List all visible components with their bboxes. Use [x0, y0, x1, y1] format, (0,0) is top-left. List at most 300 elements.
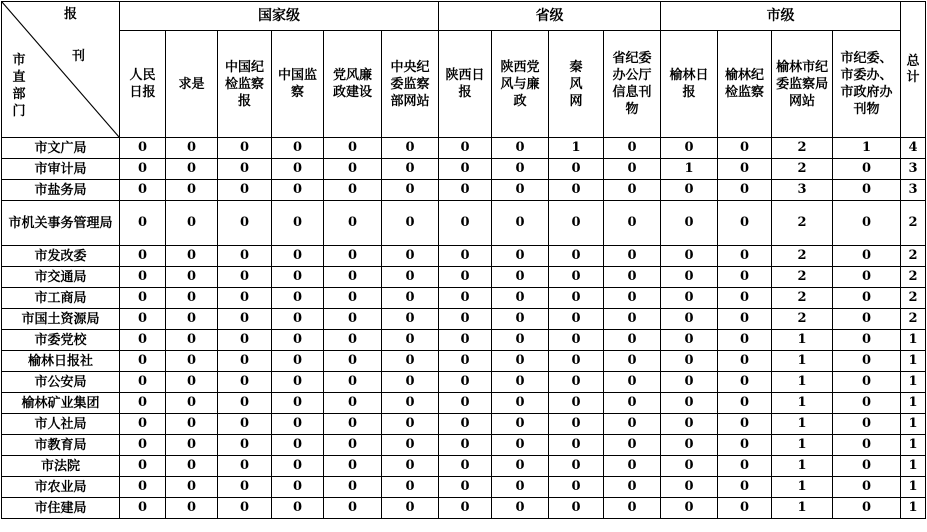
count-cell: 0: [439, 372, 492, 393]
department-name: 市住建局: [2, 498, 120, 519]
count-cell: 0: [492, 330, 549, 351]
count-cell: 1: [833, 138, 901, 159]
count-cell: 0: [661, 288, 718, 309]
count-cell: 0: [120, 267, 166, 288]
count-cell: 0: [324, 159, 382, 180]
count-cell: 0: [718, 288, 772, 309]
count-cell: 0: [439, 330, 492, 351]
total-cell: 2: [901, 288, 926, 309]
count-cell: 0: [439, 477, 492, 498]
count-cell: 0: [718, 330, 772, 351]
total-cell: 1: [901, 393, 926, 414]
statistics-table: [1, 1, 926, 519]
count-cell: 0: [604, 435, 661, 456]
count-cell: 0: [324, 477, 382, 498]
count-cell: 0: [218, 138, 272, 159]
count-cell: 0: [549, 309, 604, 330]
count-cell: 0: [604, 309, 661, 330]
count-cell: 0: [218, 201, 272, 246]
count-cell: 0: [218, 414, 272, 435]
count-cell: 0: [439, 351, 492, 372]
count-cell: 0: [604, 498, 661, 519]
count-cell: 0: [120, 498, 166, 519]
count-cell: 0: [549, 246, 604, 267]
column-header: 省纪委办公厅信息刊物: [604, 31, 661, 138]
count-cell: 1: [772, 414, 833, 435]
group-header-city: 市级: [661, 2, 901, 31]
table-row: [2, 159, 926, 180]
count-cell: 0: [549, 393, 604, 414]
count-cell: 0: [324, 201, 382, 246]
table-row: [2, 138, 926, 159]
table-row: [2, 456, 926, 477]
department-name: 市交通局: [2, 267, 120, 288]
count-cell: 0: [661, 498, 718, 519]
count-cell: 0: [120, 435, 166, 456]
total-cell: 2: [901, 267, 926, 288]
count-cell: 0: [166, 456, 218, 477]
count-cell: 0: [120, 393, 166, 414]
department-name: 市法院: [2, 456, 120, 477]
count-cell: 0: [492, 456, 549, 477]
count-cell: 0: [492, 414, 549, 435]
total-cell: 1: [901, 456, 926, 477]
count-cell: 0: [272, 498, 324, 519]
count-cell: 0: [218, 477, 272, 498]
department-name: 榆林矿业集团: [2, 393, 120, 414]
count-cell: 0: [833, 351, 901, 372]
count-cell: 3: [772, 180, 833, 201]
count-cell: 0: [718, 267, 772, 288]
count-cell: 0: [166, 246, 218, 267]
count-cell: 0: [604, 330, 661, 351]
department-name: 市发改委: [2, 246, 120, 267]
corner-label-kan: 刊: [72, 49, 86, 64]
count-cell: 0: [382, 414, 439, 435]
count-cell: 0: [492, 288, 549, 309]
count-cell: 0: [549, 267, 604, 288]
count-cell: 0: [604, 201, 661, 246]
count-cell: 0: [120, 351, 166, 372]
count-cell: 0: [661, 267, 718, 288]
count-cell: 0: [439, 498, 492, 519]
count-cell: 1: [772, 330, 833, 351]
count-cell: 0: [549, 456, 604, 477]
count-cell: 0: [324, 288, 382, 309]
table-row: [2, 267, 926, 288]
count-cell: 0: [492, 498, 549, 519]
count-cell: 0: [718, 246, 772, 267]
count-cell: 0: [549, 351, 604, 372]
count-cell: 0: [324, 138, 382, 159]
department-name: 市人社局: [2, 414, 120, 435]
count-cell: 0: [718, 351, 772, 372]
count-cell: 2: [772, 309, 833, 330]
count-cell: 0: [218, 435, 272, 456]
count-cell: 2: [772, 159, 833, 180]
count-cell: 0: [166, 267, 218, 288]
department-name: 市文广局: [2, 138, 120, 159]
column-header: 陕西党风与廉政: [492, 31, 549, 138]
count-cell: 0: [272, 267, 324, 288]
count-cell: 0: [661, 309, 718, 330]
count-cell: 0: [218, 372, 272, 393]
count-cell: 1: [661, 159, 718, 180]
count-cell: 0: [718, 180, 772, 201]
department-name: 榆林日报社: [2, 351, 120, 372]
count-cell: 0: [661, 456, 718, 477]
count-cell: 0: [272, 138, 324, 159]
table-row: [2, 330, 926, 351]
count-cell: 0: [492, 180, 549, 201]
total-cell: 2: [901, 246, 926, 267]
count-cell: 0: [272, 351, 324, 372]
total-header: 总计: [901, 2, 926, 138]
count-cell: 0: [439, 456, 492, 477]
table-row: [2, 477, 926, 498]
table-row: [2, 246, 926, 267]
count-cell: 0: [166, 330, 218, 351]
count-cell: 0: [549, 201, 604, 246]
count-cell: 0: [439, 288, 492, 309]
count-cell: 0: [492, 309, 549, 330]
count-cell: 0: [166, 477, 218, 498]
count-cell: 0: [604, 393, 661, 414]
count-cell: 1: [772, 393, 833, 414]
count-cell: 0: [549, 414, 604, 435]
column-header: 秦风网: [549, 31, 604, 138]
column-header: 求是: [166, 31, 218, 138]
department-name: 市委党校: [2, 330, 120, 351]
count-cell: 0: [166, 201, 218, 246]
department-name: 市教育局: [2, 435, 120, 456]
total-cell: 3: [901, 180, 926, 201]
count-cell: 0: [120, 201, 166, 246]
total-cell: 1: [901, 498, 926, 519]
department-name: 市工商局: [2, 288, 120, 309]
total-cell: 2: [901, 201, 926, 246]
count-cell: 0: [604, 180, 661, 201]
total-cell: 3: [901, 159, 926, 180]
count-cell: 0: [549, 435, 604, 456]
count-cell: 0: [833, 372, 901, 393]
column-header: 榆林市纪委监察局网站: [772, 31, 833, 138]
count-cell: 0: [833, 330, 901, 351]
total-cell: 2: [901, 309, 926, 330]
count-cell: 0: [833, 477, 901, 498]
count-cell: 0: [604, 372, 661, 393]
column-header: 市纪委、市委办、市政府办刊物: [833, 31, 901, 138]
count-cell: 0: [439, 201, 492, 246]
column-header: 中央纪委监察部网站: [382, 31, 439, 138]
count-cell: 0: [833, 267, 901, 288]
count-cell: 0: [833, 498, 901, 519]
count-cell: 0: [833, 456, 901, 477]
count-cell: 0: [218, 393, 272, 414]
count-cell: 0: [166, 393, 218, 414]
count-cell: 0: [218, 330, 272, 351]
count-cell: 0: [324, 393, 382, 414]
table-row: [2, 351, 926, 372]
count-cell: 0: [718, 435, 772, 456]
count-cell: 0: [661, 435, 718, 456]
count-cell: 0: [718, 159, 772, 180]
count-cell: 0: [382, 477, 439, 498]
count-cell: 0: [549, 330, 604, 351]
count-cell: 0: [833, 159, 901, 180]
department-name: 市农业局: [2, 477, 120, 498]
column-header: 党风廉政建设: [324, 31, 382, 138]
table-body: [2, 138, 926, 519]
count-cell: 0: [492, 393, 549, 414]
count-cell: 0: [661, 201, 718, 246]
count-cell: 0: [324, 498, 382, 519]
total-cell: 1: [901, 414, 926, 435]
total-cell: 1: [901, 351, 926, 372]
count-cell: 0: [382, 351, 439, 372]
count-cell: 0: [324, 246, 382, 267]
count-cell: 0: [439, 180, 492, 201]
count-cell: 0: [492, 159, 549, 180]
department-name: 市机关事务管理局: [2, 201, 120, 246]
count-cell: 0: [272, 246, 324, 267]
count-cell: 0: [218, 267, 272, 288]
count-cell: 0: [382, 393, 439, 414]
count-cell: 0: [718, 414, 772, 435]
count-cell: 0: [324, 351, 382, 372]
count-cell: 0: [382, 309, 439, 330]
count-cell: 0: [324, 180, 382, 201]
table-row: [2, 201, 926, 246]
count-cell: 0: [439, 246, 492, 267]
count-cell: 0: [661, 351, 718, 372]
count-cell: 0: [166, 159, 218, 180]
count-cell: 0: [218, 180, 272, 201]
count-cell: 0: [833, 435, 901, 456]
count-cell: 0: [718, 372, 772, 393]
count-cell: 0: [492, 201, 549, 246]
count-cell: 0: [661, 330, 718, 351]
count-cell: 0: [604, 138, 661, 159]
count-cell: 1: [772, 351, 833, 372]
count-cell: 0: [272, 393, 324, 414]
group-header-provincial: 省级: [439, 2, 661, 31]
header-corner-cell: [2, 2, 120, 138]
count-cell: 0: [492, 372, 549, 393]
count-cell: 0: [549, 159, 604, 180]
count-cell: 0: [272, 372, 324, 393]
count-cell: 0: [439, 435, 492, 456]
count-cell: 0: [166, 414, 218, 435]
count-cell: 0: [218, 456, 272, 477]
count-cell: 0: [166, 180, 218, 201]
count-cell: 0: [549, 372, 604, 393]
count-cell: 0: [324, 435, 382, 456]
count-cell: 0: [382, 498, 439, 519]
count-cell: 0: [382, 246, 439, 267]
corner-label-department: 市直部门: [12, 53, 26, 119]
department-name: 市审计局: [2, 159, 120, 180]
count-cell: 0: [718, 477, 772, 498]
column-header-row: [2, 31, 926, 138]
count-cell: 0: [272, 159, 324, 180]
count-cell: 0: [604, 351, 661, 372]
column-header: 中国纪检监察报: [218, 31, 272, 138]
count-cell: 0: [272, 180, 324, 201]
count-cell: 0: [833, 246, 901, 267]
count-cell: 0: [120, 330, 166, 351]
count-cell: 0: [272, 309, 324, 330]
count-cell: 0: [439, 267, 492, 288]
count-cell: 0: [218, 309, 272, 330]
count-cell: 0: [382, 330, 439, 351]
count-cell: 1: [772, 372, 833, 393]
column-header: 陕西日报: [439, 31, 492, 138]
table-row: [2, 393, 926, 414]
count-cell: 0: [492, 435, 549, 456]
column-header: 人民日报: [120, 31, 166, 138]
count-cell: 0: [382, 180, 439, 201]
count-cell: 0: [661, 393, 718, 414]
department-name: 市国土资源局: [2, 309, 120, 330]
count-cell: 0: [492, 246, 549, 267]
count-cell: 0: [218, 159, 272, 180]
count-cell: 2: [772, 138, 833, 159]
total-cell: 4: [901, 138, 926, 159]
count-cell: 1: [772, 435, 833, 456]
count-cell: 0: [718, 498, 772, 519]
count-cell: 0: [120, 372, 166, 393]
count-cell: 0: [661, 372, 718, 393]
count-cell: 0: [439, 138, 492, 159]
count-cell: 0: [120, 180, 166, 201]
count-cell: 0: [549, 288, 604, 309]
count-cell: 0: [120, 456, 166, 477]
count-cell: 0: [604, 246, 661, 267]
count-cell: 0: [166, 288, 218, 309]
count-cell: 0: [324, 330, 382, 351]
count-cell: 0: [382, 138, 439, 159]
count-cell: 0: [549, 477, 604, 498]
table-row: [2, 180, 926, 201]
column-header: 中国监察: [272, 31, 324, 138]
count-cell: 0: [272, 288, 324, 309]
count-cell: 1: [772, 456, 833, 477]
count-cell: 0: [604, 267, 661, 288]
table-row: [2, 309, 926, 330]
count-cell: 0: [324, 309, 382, 330]
total-cell: 1: [901, 372, 926, 393]
count-cell: 0: [604, 159, 661, 180]
count-cell: 0: [120, 246, 166, 267]
corner-label-bao: 报: [64, 7, 78, 22]
table-row: [2, 372, 926, 393]
total-cell: 1: [901, 477, 926, 498]
count-cell: 0: [439, 309, 492, 330]
total-cell: 1: [901, 330, 926, 351]
count-cell: 0: [120, 309, 166, 330]
count-cell: 0: [218, 351, 272, 372]
count-cell: 0: [272, 414, 324, 435]
table-row: [2, 498, 926, 519]
count-cell: 0: [604, 477, 661, 498]
count-cell: 2: [772, 201, 833, 246]
count-cell: 0: [166, 138, 218, 159]
count-cell: 0: [549, 180, 604, 201]
count-cell: 0: [718, 201, 772, 246]
count-cell: 0: [382, 372, 439, 393]
count-cell: 0: [833, 201, 901, 246]
table-row: [2, 435, 926, 456]
count-cell: 0: [439, 393, 492, 414]
count-cell: 0: [120, 477, 166, 498]
count-cell: 0: [272, 330, 324, 351]
count-cell: 0: [833, 288, 901, 309]
count-cell: 0: [218, 498, 272, 519]
count-cell: 0: [382, 435, 439, 456]
count-cell: 0: [324, 456, 382, 477]
count-cell: 0: [218, 288, 272, 309]
count-cell: 0: [272, 477, 324, 498]
department-name: 市盐务局: [2, 180, 120, 201]
count-cell: 0: [324, 267, 382, 288]
count-cell: 0: [120, 288, 166, 309]
count-cell: 0: [382, 456, 439, 477]
count-cell: 0: [120, 138, 166, 159]
count-cell: 0: [492, 267, 549, 288]
count-cell: 0: [272, 435, 324, 456]
table-row: [2, 288, 926, 309]
count-cell: 0: [166, 351, 218, 372]
count-cell: 0: [718, 393, 772, 414]
count-cell: 0: [439, 159, 492, 180]
count-cell: 0: [661, 414, 718, 435]
count-cell: 0: [604, 456, 661, 477]
count-cell: 0: [324, 414, 382, 435]
count-cell: 0: [833, 393, 901, 414]
count-cell: 0: [382, 288, 439, 309]
count-cell: 0: [661, 180, 718, 201]
group-header-national: 国家级: [120, 2, 439, 31]
total-cell: 1: [901, 435, 926, 456]
department-name: 市公安局: [2, 372, 120, 393]
count-cell: 0: [439, 414, 492, 435]
count-cell: 0: [833, 180, 901, 201]
count-cell: 0: [492, 351, 549, 372]
count-cell: 2: [772, 267, 833, 288]
count-cell: 0: [661, 477, 718, 498]
count-cell: 0: [718, 309, 772, 330]
count-cell: 1: [549, 138, 604, 159]
count-cell: 0: [549, 498, 604, 519]
count-cell: 0: [166, 435, 218, 456]
count-cell: 2: [772, 246, 833, 267]
table-row: [2, 414, 926, 435]
count-cell: 0: [604, 288, 661, 309]
count-cell: 0: [120, 159, 166, 180]
count-cell: 0: [272, 456, 324, 477]
count-cell: 0: [833, 414, 901, 435]
count-cell: 0: [324, 372, 382, 393]
count-cell: 0: [661, 138, 718, 159]
count-cell: 0: [718, 138, 772, 159]
count-cell: 0: [120, 414, 166, 435]
count-cell: 0: [718, 456, 772, 477]
count-cell: 0: [382, 267, 439, 288]
count-cell: 1: [772, 477, 833, 498]
count-cell: 0: [661, 246, 718, 267]
count-cell: 0: [272, 201, 324, 246]
